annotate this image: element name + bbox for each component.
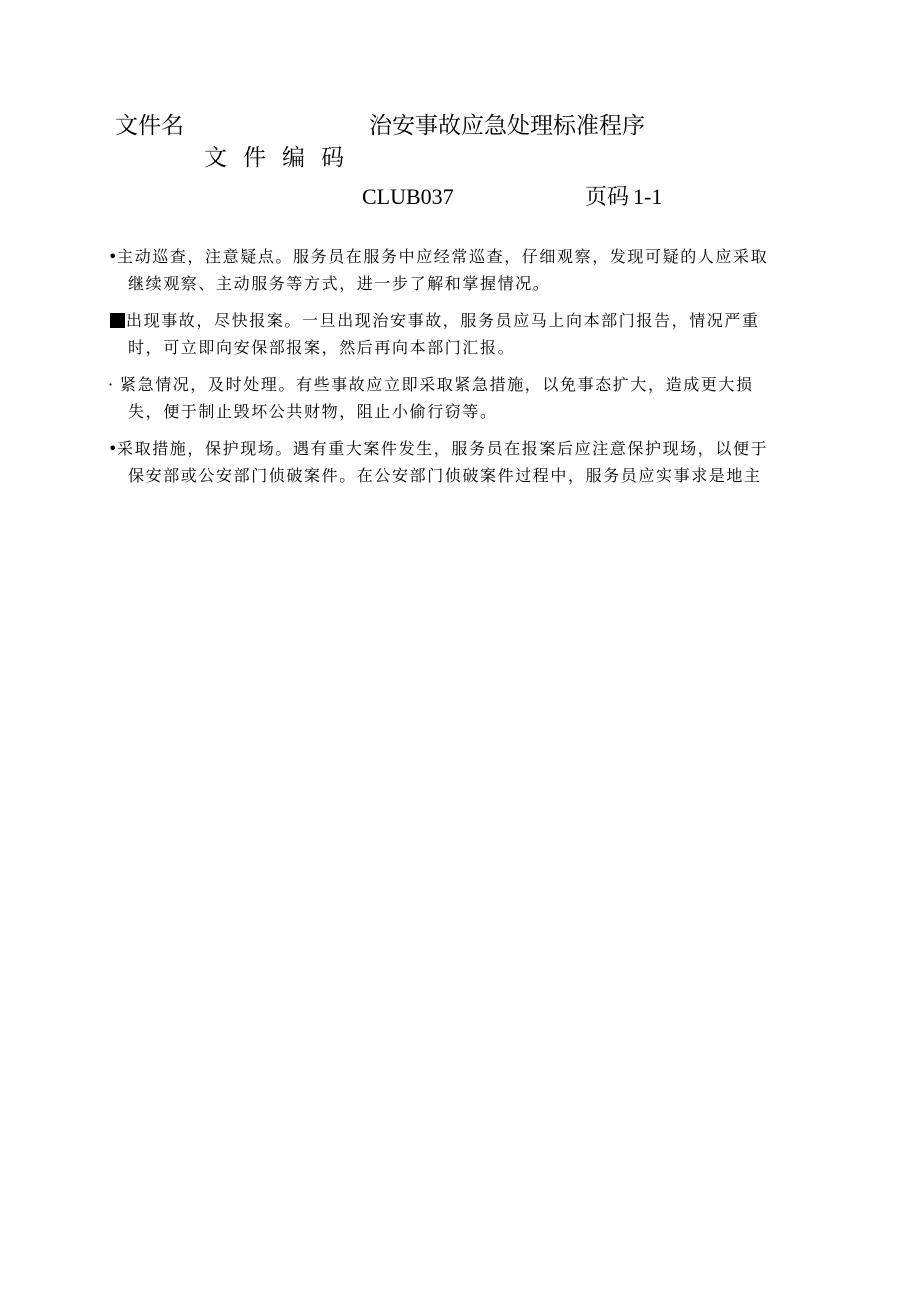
- paragraph: [108, 243, 808, 297]
- paragraph-line: 主动巡查，注意疑点。服务员在服务中应经常巡查，仔细观察，发现可疑的人应采取: [117, 247, 769, 266]
- paragraph-line: 保安部或公安部门侦破案件。在公安部门侦破案件过程中，服务员应实事求是地主: [128, 466, 762, 485]
- file-code-label: 文件编码: [204, 145, 360, 171]
- file-code: CLUB037: [362, 184, 454, 209]
- paragraph-line: 出现事故，尽快报案。一旦出现治安事故，服务员应马上向本部门报告，情况严重: [126, 311, 760, 330]
- document-body: [108, 243, 808, 499]
- page-number: 1-1: [633, 184, 663, 209]
- bullet-middot-icon: ·: [108, 375, 115, 394]
- paragraph-line: 失，便于制止毁坏公共财物，阻止小偷行窃等。: [128, 402, 498, 421]
- document-title: 治安事故应急处理标准程序: [369, 113, 645, 139]
- file-name-label: 文件名: [115, 113, 184, 139]
- paragraph: [108, 371, 808, 425]
- paragraph: [108, 307, 808, 361]
- paragraph-line: 时，可立即向安保部报案，然后再向本部门汇报。: [128, 338, 516, 357]
- page-indicator: [585, 186, 662, 209]
- paragraph-line: 紧急情况，及时处理。有些事故应立即采取紧急措施，以免事态扩大，造成更大损: [120, 375, 754, 394]
- page-label: 页码: [585, 185, 630, 210]
- bullet-dot-icon: •: [108, 439, 120, 458]
- paragraph: [108, 435, 808, 489]
- bullet-dot-icon: •: [108, 247, 120, 266]
- paragraph-line: 继续观察、主动服务等方式，进一步了解和掌握情况。: [128, 274, 551, 293]
- paragraph-line: 采取措施，保护现场。遇有重大案件发生，服务员在报案后应注意保护现场，以便于: [117, 439, 769, 458]
